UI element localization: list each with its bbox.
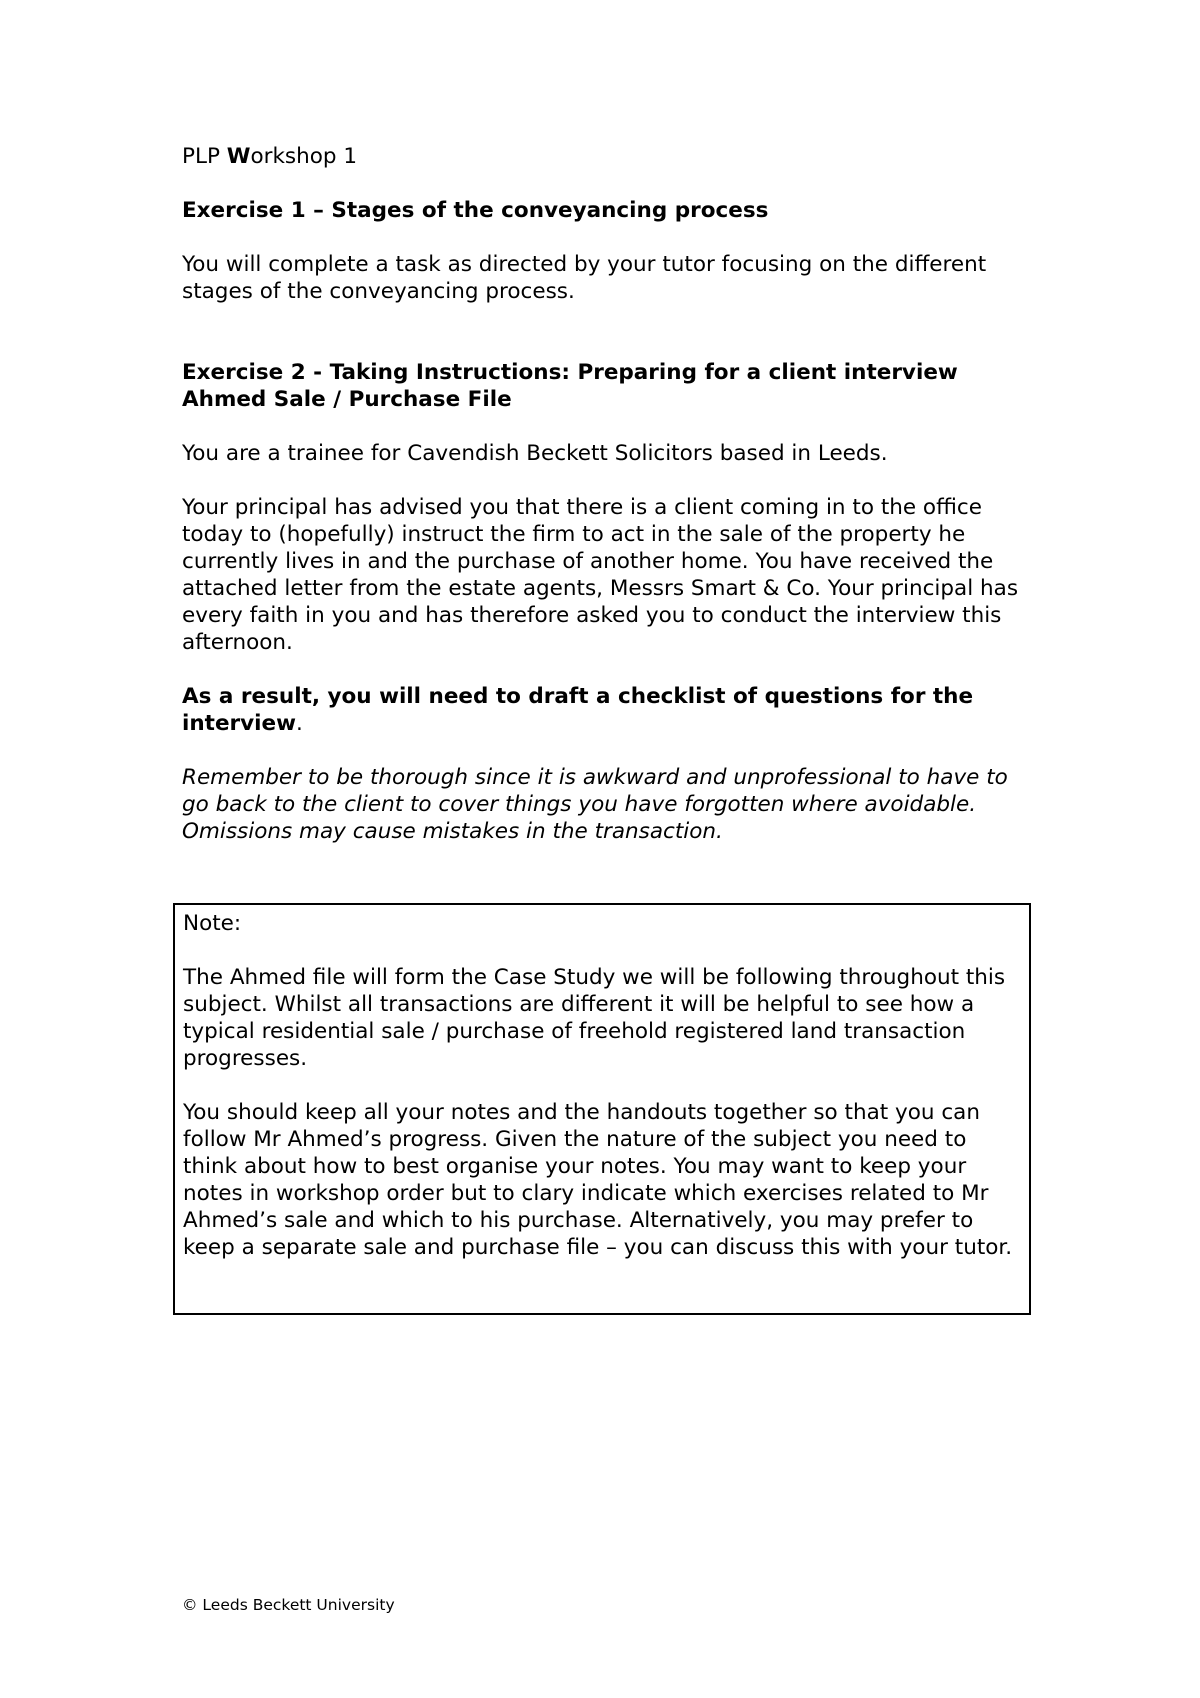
note-paragraph-1: The Ahmed file will form the Case Study we will be following throughout this subject. Whilst all transactions are different it will be helpful to see how a typical residential sale / purchase of freehold registered land transaction progresses. <box>183 965 1006 1071</box>
copyright-footer: © Leeds Beckett University <box>182 1596 395 1614</box>
exercise2-heading <box>182 359 1032 413</box>
note-label: Note: <box>183 911 242 936</box>
exercise2-task <box>182 683 1032 737</box>
exercise2-intro: You are a trainee for Cavendish Beckett Solicitors based in Leeds. <box>182 441 888 466</box>
title-rest: orkshop 1 <box>250 144 358 169</box>
exercise2-task-end: . <box>295 711 303 736</box>
title-prefix: PLP <box>182 144 227 169</box>
exercise2-heading-line1: Exercise 2 - Taking Instructions: Preparing for a client interview <box>182 360 958 385</box>
document-body <box>182 143 1032 845</box>
exercise2-heading-line2: Ahmed Sale / Purchase File <box>182 387 512 412</box>
exercise1-heading: Exercise 1 – Stages of the conveyancing process <box>182 198 769 223</box>
note-box <box>173 903 1031 1315</box>
exercise2-reminder: Remember to be thorough since it is awkward and unprofessional to have to go back to the client to cover things you have forgotten where avoidable. Omissions may cause mistakes in the transaction. <box>182 765 1008 844</box>
exercise2-task-bold: As a result, you will need to draft a checklist of questions for the interview <box>182 684 974 736</box>
exercise1-body: You will complete a task as directed by your tutor focusing on the different stages of the conveyancing process. <box>182 252 987 304</box>
exercise2-body: Your principal has advised you that there is a client coming in to the office today to (hopefully) instruct the firm to act in the sale of the property he currently lives in and the purchase of another home. You have received the attached letter from the estate agents, Messrs Smart & Co. Your principal has every faith in you and has therefore asked you to conduct the interview this afternoon. <box>182 495 1019 655</box>
title-bold-letter: W <box>226 144 251 169</box>
document-title <box>182 143 1032 170</box>
note-paragraph-2: You should keep all your notes and the handouts together so that you can follow Mr Ahmed’s progress. Given the nature of the subject you need to think about how to best organise your notes. You may want to keep your notes in workshop order but to clary indicate which exercises related to Mr Ahmed’s sale and which to his purchase. Alternatively, you may prefer to keep a separate sale and purchase file – you can discuss this with your tutor. <box>183 1100 1013 1260</box>
